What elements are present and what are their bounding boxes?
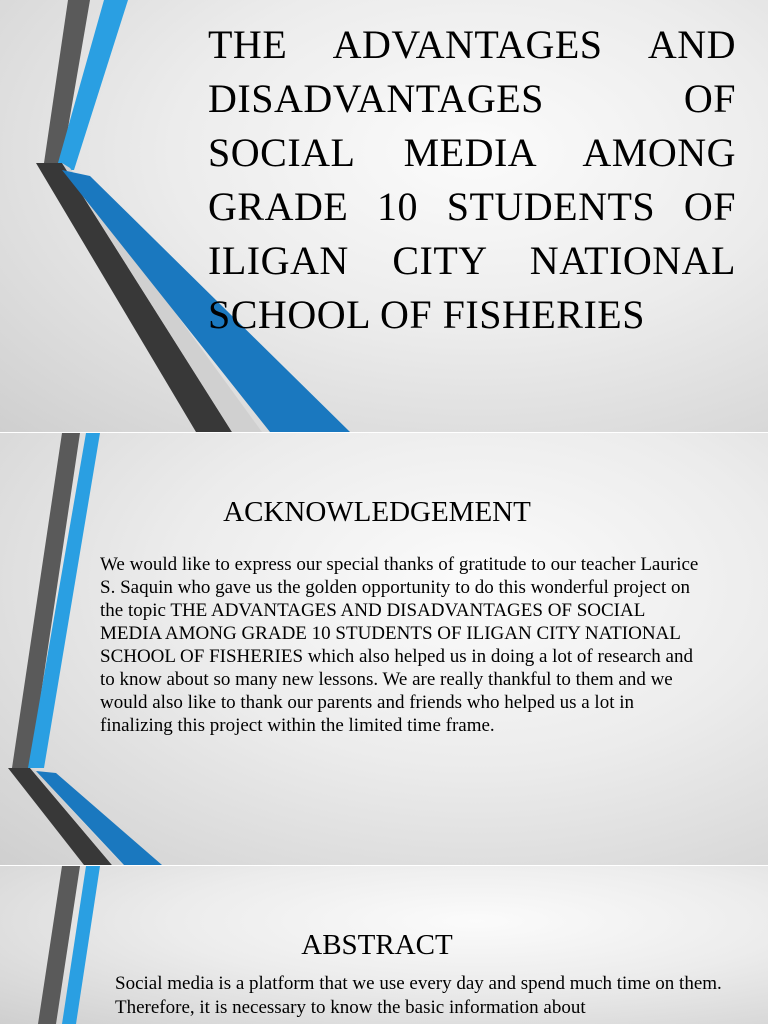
slide-abstract bbox=[0, 866, 768, 1024]
abstract-body: Social media is a platform that we use every day and spend much time on them. Therefore, it is necessary to know the basic information about bbox=[115, 973, 722, 1018]
slide-acknowledgement bbox=[0, 433, 768, 865]
acknowledgement-body: We would like to express our special thanks of gratitude to our teacher Laurice S. Saquin who gave us the golden opportunity to do this wonderful project on the topic THE ADVANTAGES AND DISADVANTAGES OF SOCIAL MEDIA AMONG GRADE 10 STUDENTS OF ILIGAN CITY NATIONAL SCHOOL OF FISHERIES which also helped us in doing a lot of research and to know about so many new lessons. We are really thankful to them and we would also like to thank our parents and friends who helped us a lot in finalizing this project within the limited time frame. bbox=[100, 554, 699, 736]
slide-title-text: THE ADVANTAGES AND DISADVANTAGES OF SOCIAL MEDIA AMONG GRADE 10 STUDENTS OF ILIGAN CITY NATIONAL SCHOOL OF FISHERIES bbox=[208, 22, 736, 337]
acknowledgement-heading: ACKNOWLEDGEMENT bbox=[223, 496, 531, 528]
abstract-heading: ABSTRACT bbox=[301, 929, 453, 961]
slide-title bbox=[0, 0, 768, 432]
